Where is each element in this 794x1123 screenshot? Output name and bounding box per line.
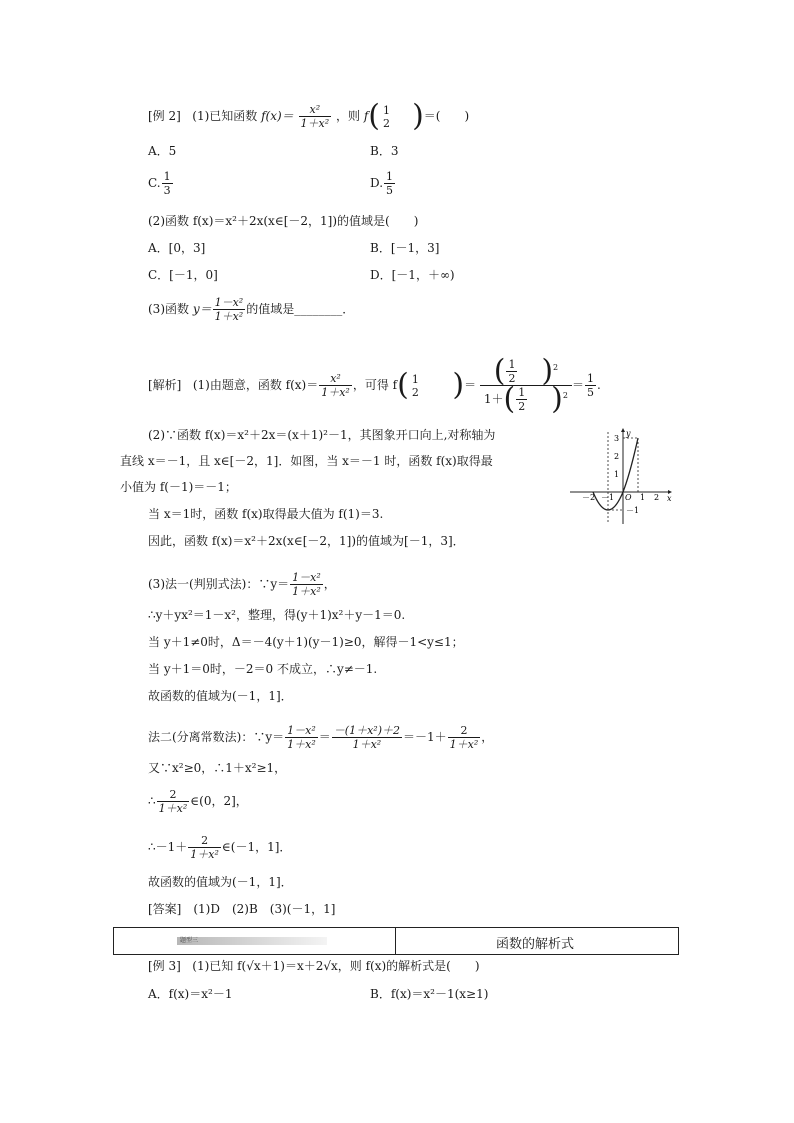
right-paren: ) — [412, 98, 424, 134]
example-3-text: (1)已知 f(√x＋1)＝x＋2√x，则 f(x)的解析式是( ) — [192, 959, 480, 973]
y-axis-label: y — [626, 429, 631, 438]
fraction-numerator: 1 — [518, 386, 526, 399]
comma: ， — [481, 730, 494, 744]
fraction-one-half — [381, 104, 392, 130]
tick-y-2: 2 — [614, 452, 620, 461]
right-paren: ) — [452, 367, 465, 403]
solution-2-line-5: 因此，函数 f(x)＝x²＋2x(x∈[－2，1])的值域为[－1，3]． — [148, 534, 465, 548]
fraction-3 — [448, 724, 481, 751]
fraction-one-fifth — [585, 372, 596, 399]
fraction-numerator: 1－x² — [214, 296, 244, 309]
right-paren: ) — [551, 381, 563, 417]
fraction-denominator: 1＋x² — [321, 386, 350, 399]
method-2-text: 法二(分离常数法)：∵y＝ — [148, 730, 285, 744]
fraction-numerator: x² — [319, 372, 352, 386]
interval: ∈(0，2]， — [190, 794, 248, 808]
parabola-graph — [568, 428, 674, 526]
fraction-one-half — [410, 373, 421, 399]
y-axis-arrow-icon — [621, 428, 625, 432]
tick-x-minus-1: －1 — [601, 493, 615, 502]
fraction-denominator: 1＋x² — [214, 310, 244, 323]
option-d — [370, 170, 396, 197]
tick-x-minus-2: －2 — [582, 493, 596, 502]
fraction-1 — [285, 724, 318, 751]
exponent: 2 — [553, 363, 559, 372]
q2-option-d: D．[－1，＋∞) — [370, 268, 455, 282]
option-label: D. — [370, 176, 384, 190]
q1-end-text: ＝( ) — [423, 109, 470, 123]
solution-3-line-5: 故函数的值域为(－1，1]． — [148, 689, 293, 703]
f-symbol: f — [363, 109, 369, 123]
q2-option-b: B．[－1，3] — [370, 241, 440, 255]
period: . — [596, 378, 601, 392]
fraction-x2-over-1px2 — [299, 103, 332, 130]
answer-line: [答案] (1)D (2)B (3)(－1，1] — [148, 902, 336, 916]
fraction-y-expr — [290, 571, 323, 598]
fraction-numerator: 1－x² — [287, 724, 316, 737]
fraction-numerator: 1 — [508, 358, 516, 371]
left-paren: ( — [493, 353, 506, 389]
fraction-denominator: 1＋x² — [158, 802, 188, 815]
tick-y-minus-1: －1 — [626, 506, 640, 515]
fraction-numerator: 1 — [411, 372, 419, 386]
fraction-denominator: 2 — [382, 116, 390, 130]
function-f: f(x)＝ — [261, 109, 294, 123]
fraction-denominator: 5 — [386, 184, 394, 197]
fraction-denominator: 1＋x² — [190, 848, 219, 861]
fraction-denominator: 1＋x² — [352, 738, 382, 751]
fraction-numerator: 1 — [382, 103, 390, 117]
ex3-option-a: A．f(x)＝x²－1 — [148, 987, 233, 1001]
interval: ∈(－1，1]． — [221, 840, 292, 854]
solution-3-line-3: 当 y＋1≠0时，Δ＝－4(y＋1)(y－1)≥0，解得－1<y≤1； — [148, 635, 464, 649]
left-paren: ( — [397, 367, 409, 403]
fraction-one-third — [162, 170, 173, 197]
left-paren: ( — [368, 98, 380, 134]
fraction-numerator: 2 — [157, 788, 190, 802]
fraction-numerator: 2 — [448, 724, 481, 738]
solution-2-line-3: 小值为 f(－1)＝－1； — [120, 480, 237, 494]
q1-mid-text: ，则 — [335, 109, 360, 123]
therefore: ∴ — [148, 794, 156, 808]
method-1-text: (3)法一(判别式法)：∵y＝ — [148, 577, 290, 591]
fraction-denominator: 1＋x² — [449, 738, 479, 751]
fraction-numerator: 2 — [188, 834, 221, 848]
fraction-2-over — [157, 788, 190, 815]
fraction-numerator: 1 — [586, 372, 594, 385]
fraction-numerator: 1 — [386, 170, 394, 183]
left-paren: ( — [503, 381, 516, 417]
equals: ＝ — [571, 378, 584, 392]
section-title: 函数的解析式 — [496, 937, 575, 952]
solution-3-line-8 — [148, 788, 248, 815]
example-label: [例 3] — [148, 959, 181, 973]
solution-3-line-2: ∴y＋yx²＝1－x²，整理，得(y＋1)x²＋y－1＝0. — [148, 608, 406, 622]
solution-2-line-4: 当 x＝1时，函数 f(x)取得最大值为 f(1)＝3. — [148, 507, 384, 521]
option-label: C. — [148, 176, 161, 190]
option-a: A．5 — [148, 144, 177, 158]
right-paren: ) — [541, 353, 554, 389]
fraction-denominator: 2 — [411, 385, 419, 399]
option-c — [148, 170, 174, 197]
example-3-question-1 — [148, 958, 480, 974]
x-axis-label: x — [667, 494, 672, 503]
section-tag: 题型三 — [180, 937, 199, 944]
solution-2-line-2: 直线 x＝－1，且 x∈[－2，1]．如图，当 x＝－1 时，函数 f(x)取得最 — [120, 454, 493, 468]
solution-3-line-7: 又∵x²≥0，∴1＋x²≥1， — [148, 761, 287, 775]
tick-y-1: 1 — [614, 470, 620, 479]
solution-3-method-1 — [148, 571, 336, 598]
fraction-numerator: x² — [299, 103, 332, 117]
comma: ， — [323, 577, 336, 591]
q3-end-text: 的值域是________． — [246, 302, 355, 316]
fraction-denominator: 1＋x² — [300, 117, 330, 130]
origin-label: O — [625, 493, 632, 502]
tick-y-3: 3 — [614, 434, 620, 443]
fraction-numerator: 1 — [163, 170, 171, 183]
one-plus: 1＋ — [483, 392, 504, 406]
complex-denominator — [480, 381, 572, 417]
fraction-2 — [332, 724, 402, 751]
therefore-minus-one-plus: ∴－1＋ — [148, 840, 188, 854]
equals: ＝ — [318, 730, 331, 744]
fraction-denominator: 5 — [586, 386, 594, 399]
fraction-denominator: 3 — [163, 184, 171, 197]
tick-x-1: 1 — [640, 493, 646, 502]
fraction-one-half — [516, 386, 527, 413]
fraction-denominator: 1＋x² — [292, 585, 321, 598]
fraction-x2-over-1px2 — [319, 372, 352, 399]
example-label: [例 2] — [148, 109, 181, 123]
tick-x-2: 2 — [654, 493, 660, 502]
exponent: 2 — [562, 391, 568, 400]
fraction-one-fifth — [384, 170, 395, 197]
fraction-numerator: －(1＋x²)＋2 — [333, 724, 400, 737]
q2-option-a: A．[0，3] — [148, 241, 206, 255]
fraction-denominator: 1＋x² — [287, 738, 316, 751]
solution-1-text: (1)由题意，函数 f(x)＝ — [192, 378, 319, 392]
q3-text: (3)函数 — [148, 302, 189, 316]
fraction-q3 — [213, 296, 246, 323]
option-b: B．3 — [370, 144, 399, 158]
solution-part-1 — [148, 353, 601, 417]
solution-1-mid: ，可得 f — [352, 378, 398, 392]
example-2-question-1 — [148, 98, 470, 134]
solution-label: [解析] — [148, 378, 182, 392]
section-tag-bar — [177, 937, 327, 945]
solution-3-line-10: 故函数的值域为(－1，1]． — [148, 875, 293, 889]
fraction-denominator: 2 — [518, 400, 526, 413]
y-symbol: y＝ — [192, 302, 212, 316]
solution-3-method-2 — [148, 724, 493, 751]
section-header-box — [113, 927, 679, 955]
example-2-question-2: (2)函数 f(x)＝x²＋2x(x∈[－2，1])的值域是( ) — [148, 214, 419, 228]
fraction-denominator: 2 — [508, 372, 516, 385]
solution-3-line-9 — [148, 834, 291, 861]
q1-text: (1)已知函数 — [192, 109, 258, 123]
example-2-question-3 — [148, 296, 354, 323]
complex-fraction — [480, 353, 572, 417]
equals-minus-one-plus: ＝－1＋ — [403, 730, 447, 744]
fraction-2-over — [188, 834, 221, 861]
q2-option-c: C．[－1，0] — [148, 268, 218, 282]
fraction-numerator: 1－x² — [292, 571, 321, 584]
header-divider — [395, 928, 396, 954]
solution-2-line-1: (2)∵函数 f(x)＝x²＋2x＝(x＋1)²－1，其图象开口向上,对称轴为 — [148, 428, 496, 442]
ex3-option-b: B．f(x)＝x²－1(x≥1) — [370, 987, 489, 1001]
equals: ＝ — [464, 378, 477, 392]
solution-3-line-4: 当 y＋1＝0时，－2＝0 不成立，∴y≠－1. — [148, 662, 378, 676]
